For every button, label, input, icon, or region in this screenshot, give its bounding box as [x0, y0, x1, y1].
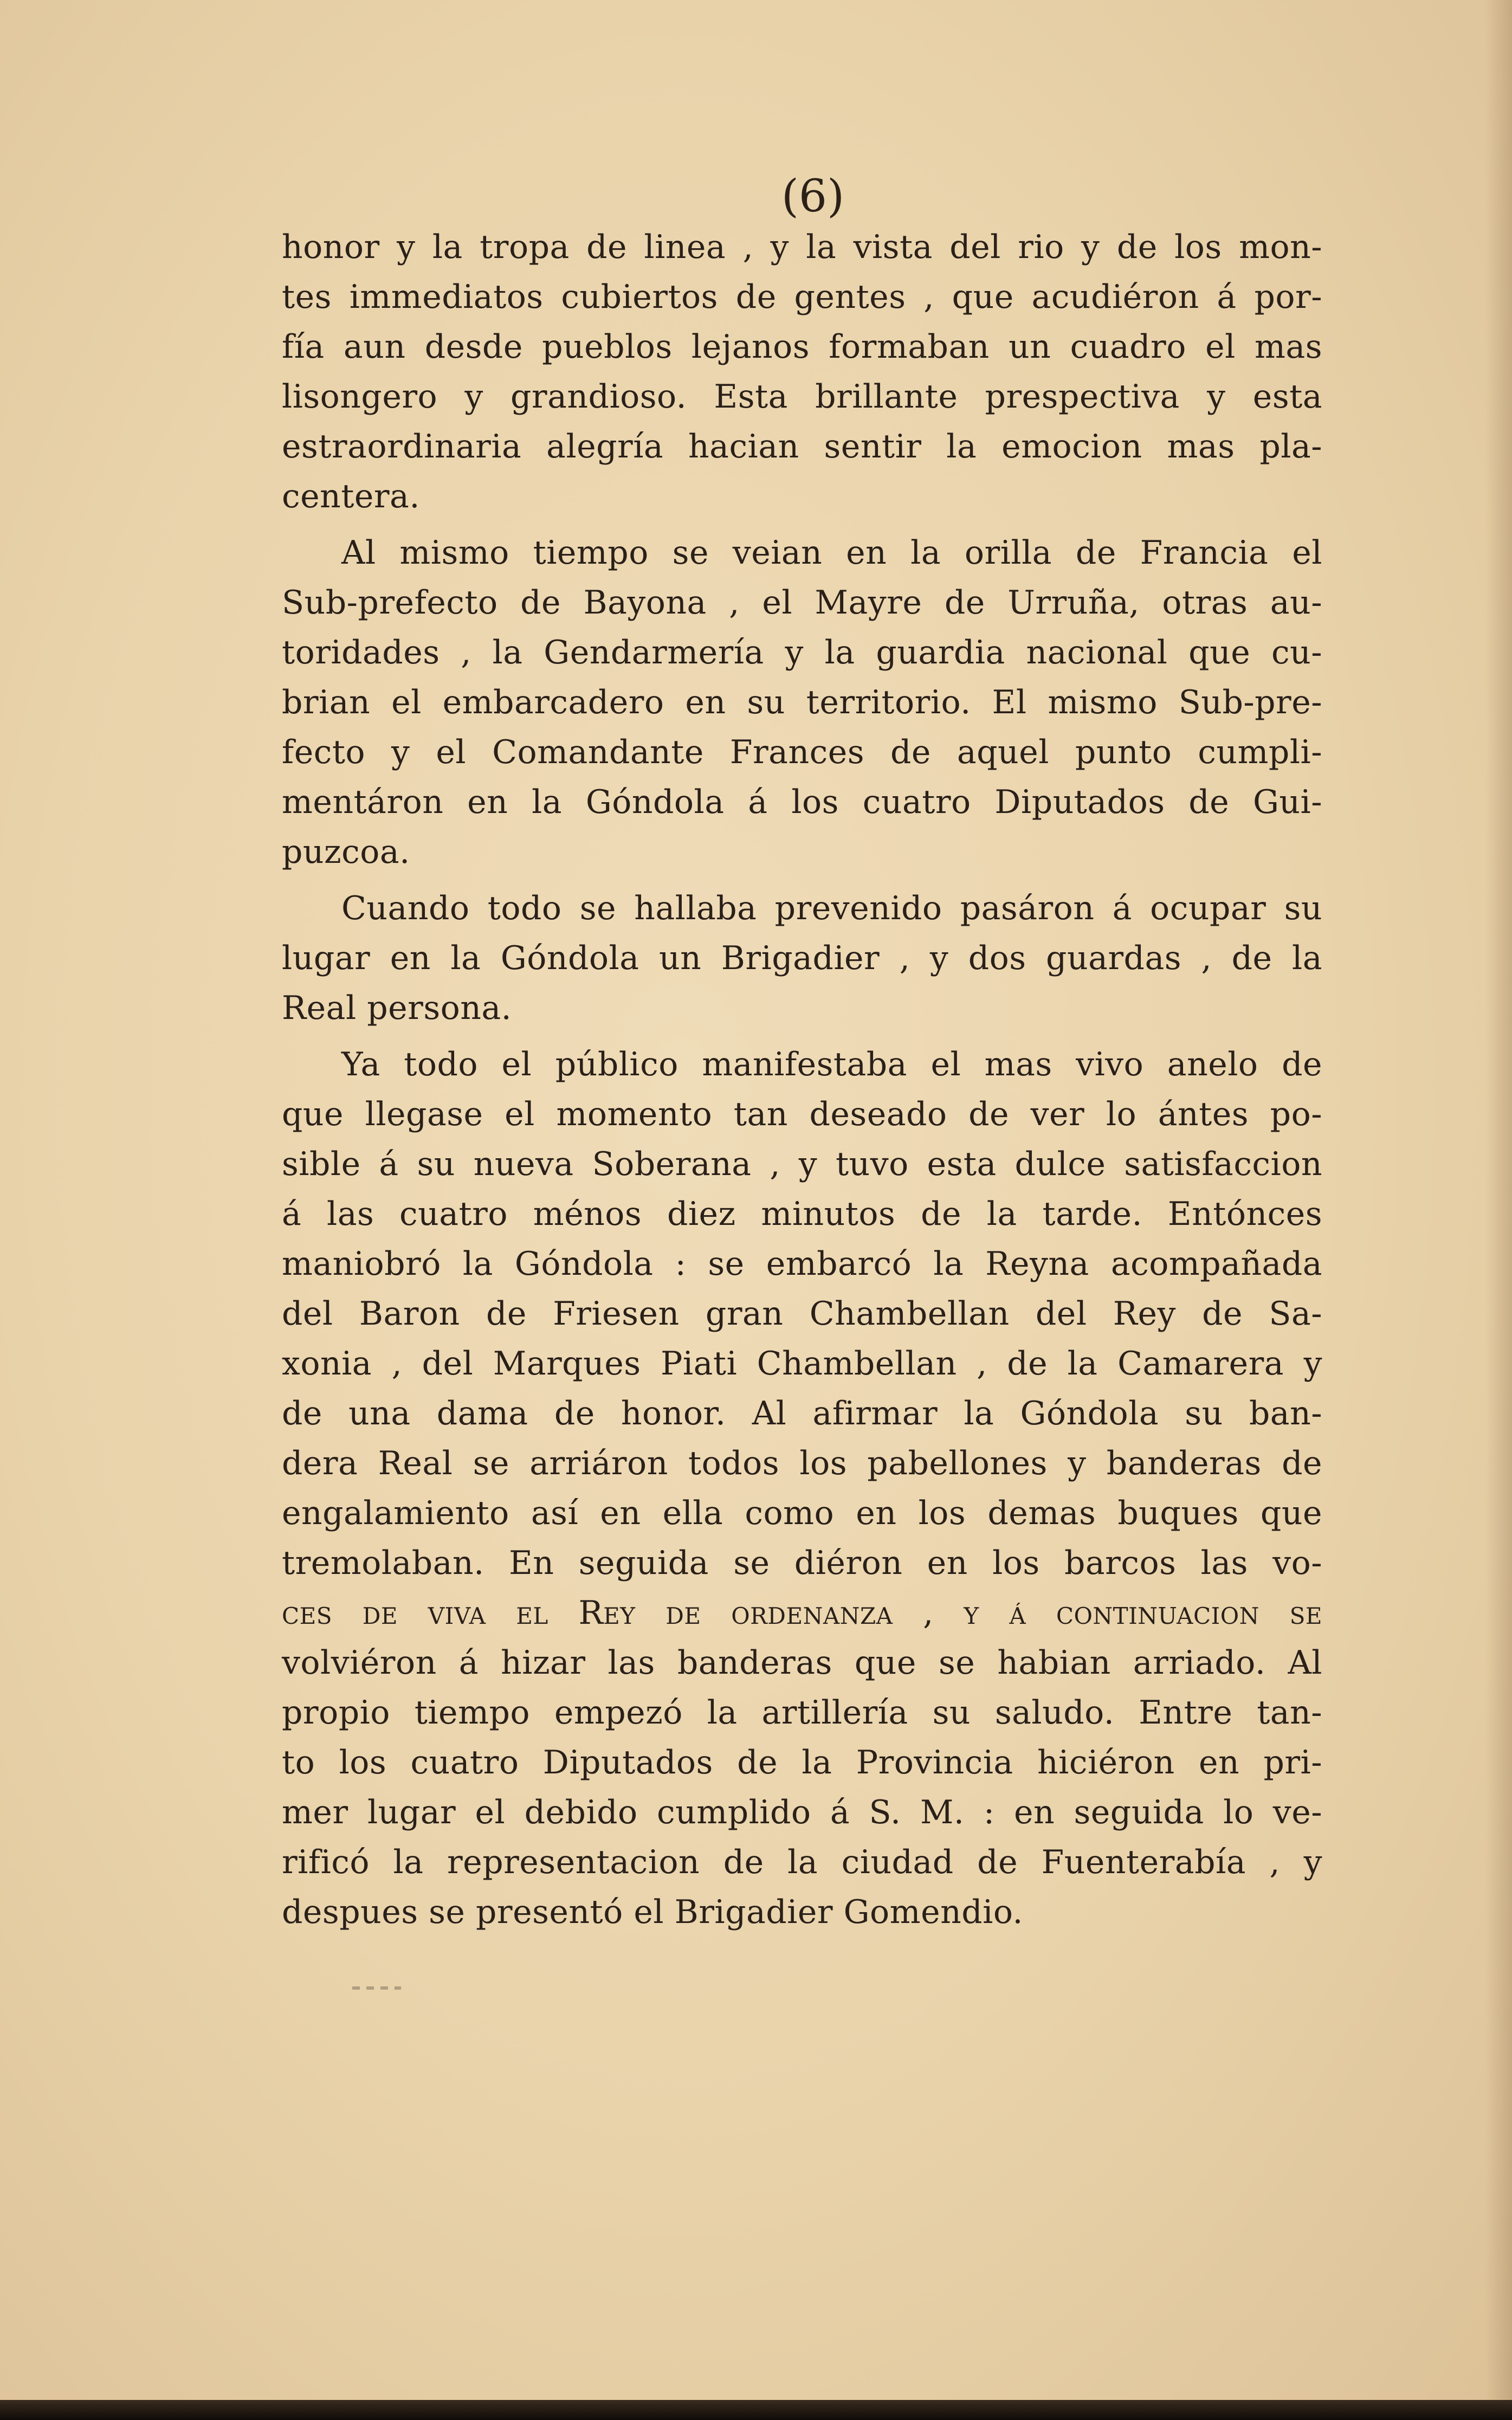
- text-line: honor y la tropa de linea , y la vista del rio y de los mon-: [282, 228, 1322, 266]
- text-line: Cuando todo se hallaba prevenido pasáron á ocupar su: [341, 889, 1322, 927]
- page-edge-shadow: [1485, 0, 1512, 2420]
- page-number: (6): [781, 171, 845, 222]
- text-line: Al mismo tiempo se veian en la orilla de Francia el: [341, 534, 1322, 572]
- paragraph-gap: [282, 1033, 1322, 1040]
- body-text: [282, 222, 1322, 1937]
- text-line: mentáron en la Góndola á los cuatro Diputados de Gui-: [282, 783, 1322, 821]
- text-line: rificó la representacion de la ciudad de Fuenterabía , y: [282, 1843, 1322, 1881]
- text-line: de una dama de honor. Al afirmar la Góndola su ban-: [282, 1395, 1322, 1432]
- text-line: despues se presentó el Brigadier Gomendio.: [282, 1893, 1023, 1931]
- text-line: que llegase el momento tan deseado de ver lo ántes po-: [282, 1095, 1322, 1133]
- text-line: volviéron á hizar las banderas que se habian arriado. Al: [282, 1644, 1322, 1682]
- paragraph-gap: [282, 877, 1322, 883]
- text-line: toridades , la Gendarmería y la guardia nacional que cu-: [282, 634, 1322, 672]
- text-line: propio tiempo empezó la artillería su saludo. Entre tan-: [282, 1694, 1322, 1732]
- text-line: lisongero y grandioso. Esta brillante prespectiva y esta: [282, 378, 1322, 416]
- text-line: lugar en la Góndola un Brigadier , y dos guardas , de la: [282, 939, 1322, 977]
- paragraph-gap: [282, 521, 1322, 528]
- text-line: tes immediatos cubiertos de gentes , que acudiéron á por-: [282, 278, 1322, 316]
- text-line: Ya todo el público manifestaba el mas vivo anelo de: [341, 1046, 1322, 1083]
- text-line: ces de viva el Rey de ordenanza , y á continuacion se: [282, 1594, 1322, 1632]
- text-line: á las cuatro ménos diez minutos de la tarde. Entónces: [282, 1195, 1322, 1233]
- text-line: fía aun desde pueblos lejanos formaban un cuadro el mas: [282, 328, 1322, 366]
- text-line: del Baron de Friesen gran Chambellan del Rey de Sa-: [282, 1295, 1322, 1333]
- text-line: Sub-prefecto de Bayona , el Mayre de Urruña, otras au-: [282, 584, 1322, 622]
- text-line: estraordinaria alegría hacian sentir la emocion mas pla-: [282, 428, 1322, 466]
- text-line: mer lugar el debido cumplido á S. M. : en seguida lo ve-: [282, 1793, 1322, 1831]
- ink-speck: [352, 1986, 401, 1990]
- text-line: engalamiento así en ella como en los demas buques que: [282, 1494, 1322, 1532]
- text-line: puzcoa.: [282, 833, 410, 871]
- text-line: dera Real se arriáron todos los pabellones y banderas de: [282, 1444, 1322, 1482]
- text-line: fecto y el Comandante Frances de aquel punto cumpli-: [282, 733, 1322, 771]
- text-line: to los cuatro Diputados de la Provincia hiciéron en pri-: [282, 1744, 1322, 1782]
- text-line: xonia , del Marques Piati Chambellan , de la Camarera y: [282, 1345, 1322, 1383]
- text-line: tremolaban. En seguida se diéron en los barcos las vo-: [282, 1544, 1322, 1582]
- text-line: maniobró la Góndola : se embarcó la Reyna acompañada: [282, 1245, 1322, 1283]
- text-line: sible á su nueva Soberana , y tuvo esta dulce satisfaccion: [282, 1145, 1322, 1183]
- text-line: centera.: [282, 477, 420, 515]
- text-line: Real persona.: [282, 989, 512, 1027]
- page-bottom-shadow: [0, 2400, 1512, 2420]
- text-line: brian el embarcadero en su territorio. El mismo Sub-pre-: [282, 683, 1322, 721]
